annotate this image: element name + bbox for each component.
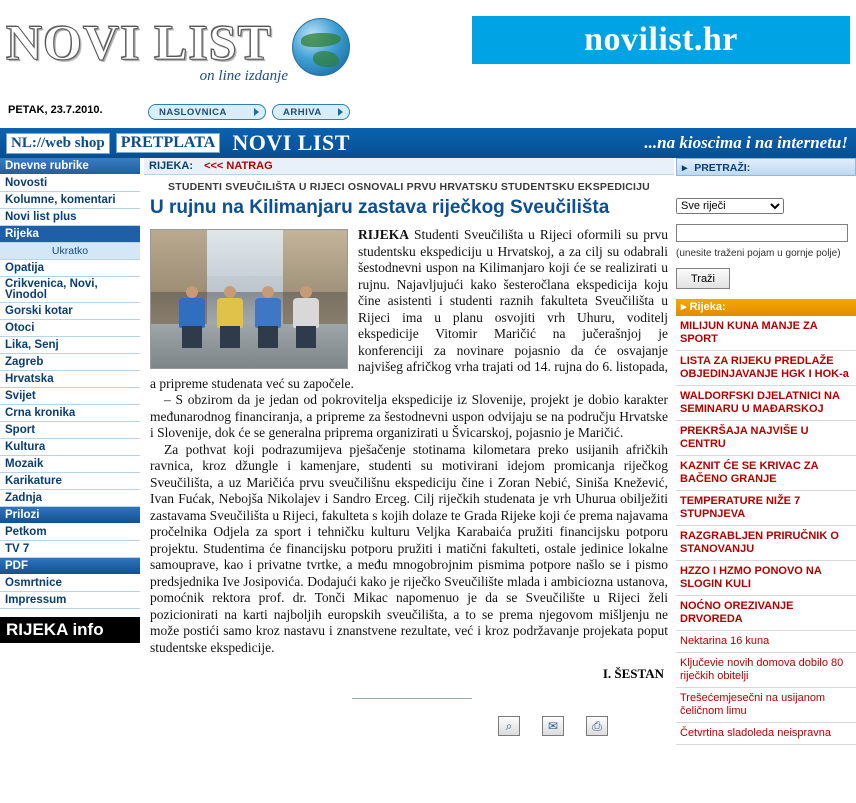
list-item[interactable]: PREKRŠAJA NAJVIŠE U CENTRU (676, 421, 856, 456)
promo-bar (0, 128, 856, 158)
sidebar-item-rijeka[interactable]: Rijeka (0, 226, 140, 243)
list-item[interactable]: LISTA ZA RIJEKU PREDLAŽE OBJEDINJAVANJE HGK I HOK-a (676, 351, 856, 386)
sidebar-item-svijet[interactable]: Svijet (0, 388, 140, 405)
list-item[interactable]: RAZGRABLJEN PRIRUČNIK O STANOVANJU (676, 526, 856, 561)
promo-slogan: ...na kioscima i na internetu! (644, 133, 848, 152)
pretplata-button[interactable]: PRETPLATA (116, 133, 221, 153)
current-date: PETAK, 23.7.2010. (8, 104, 103, 116)
sidebar-item-gorski-kotar[interactable]: Gorski kotar (0, 303, 140, 320)
list-item[interactable]: MILIJUN KUNA MANJE ZA SPORT (676, 316, 856, 351)
rijeka-info-banner[interactable]: RIJEKA info (0, 617, 140, 643)
sidebar (0, 158, 140, 803)
sidebar-item-osmrtnice[interactable]: Osmrtnice (0, 575, 140, 592)
chevron-right-icon (254, 108, 259, 116)
site-url-text: novilist.hr (584, 21, 738, 58)
rijeka-box-label: Rijeka: (689, 301, 726, 313)
search-input[interactable] (676, 224, 848, 242)
sidebar-item-kolumne[interactable]: Kolumne, komentari (0, 192, 140, 209)
chevron-right-icon: ▸ (681, 301, 687, 313)
back-link[interactable]: <<< NATRAG (204, 160, 273, 172)
list-item[interactable]: Četvrtina sladoleda neispravna (676, 723, 856, 745)
webshop-button[interactable]: NL://web shop (6, 133, 110, 154)
site-header (0, 0, 856, 118)
article-tools (144, 704, 674, 744)
list-item[interactable]: Ključevie novih domova dobilo 80 riječkih obitelji (676, 653, 856, 688)
site-logo[interactable] (6, 14, 296, 84)
sidebar-item-impressum[interactable]: Impressum (0, 592, 140, 609)
article-paragraph: – S obzirom da je jedan od pokrovitelja ekspedicije iz Slovenije, projekt je dobio karakter međunarodnog financiranja, a pripreme za šestodnevni uspon odvijaju se na području Hrvatske i Slovenije, dok će se generalna priprema organizirati u Švicarskoj, pojasnio je Maričić. (150, 392, 668, 440)
article-byline: I. ŠESTAN (602, 666, 664, 681)
sidebar-item-otoci[interactable]: Otoci (0, 320, 140, 337)
photo-person (217, 286, 243, 348)
photo-person (255, 286, 281, 348)
sidebar-item-hrvatska[interactable]: Hrvatska (0, 371, 140, 388)
search-header-label: PRETRAŽI: (694, 162, 751, 174)
sidebar-item-crna-kronika[interactable]: Crna kronika (0, 405, 140, 422)
photo-person (179, 286, 205, 348)
sidebar-subitem-ukratko[interactable]: Ukratko (0, 243, 140, 260)
sidebar-item-crikvenica[interactable]: Crikvenica, Novi, Vinodol (0, 277, 140, 303)
sidebar-item-karikature[interactable]: Karikature (0, 473, 140, 490)
sidebar-item-novosti[interactable]: Novosti (0, 175, 140, 192)
search-button[interactable]: Traži (676, 268, 730, 289)
list-item[interactable]: Nektarina 16 kuna (676, 631, 856, 653)
globe-icon (292, 18, 350, 76)
sidebar-item-petkom[interactable]: Petkom (0, 524, 140, 541)
list-item[interactable]: TEMPERATURE NIŽE 7 STUPNJEVA (676, 491, 856, 526)
sidebar-section-pdf[interactable]: PDF (0, 558, 140, 575)
list-item[interactable]: KAZNIT ĆE SE KRIVAC ZA BAČENO GRANJE (676, 456, 856, 491)
sidebar-item-zadnja[interactable]: Zadnja (0, 490, 140, 507)
nav-naslovnica-label: NASLOVNICA (159, 106, 227, 118)
article-column (144, 158, 674, 803)
article-kicker: STUDENTI SVEUČILIŠTA U RIJECI OSNOVALI PRVU HRVATSKU STUDENTSKU EKSPEDICIJU (168, 181, 650, 193)
breadcrumb-section: RIJEKA: (149, 160, 194, 172)
sidebar-item-sport[interactable]: Sport (0, 422, 140, 439)
sidebar-item-zagreb[interactable]: Zagreb (0, 354, 140, 371)
search-scope-select[interactable] (676, 198, 784, 214)
sidebar-item-opatija[interactable]: Opatija (0, 260, 140, 277)
comment-icon[interactable]: ⌕ (498, 716, 520, 736)
chevron-right-icon: ▸ (682, 162, 688, 174)
site-url-banner[interactable] (472, 16, 850, 64)
body-area (0, 158, 856, 803)
chevron-right-icon (338, 108, 343, 116)
promo-title: NOVI LIST (232, 130, 350, 155)
email-icon[interactable]: ✉ (542, 716, 564, 736)
sidebar-item-kultura[interactable]: Kultura (0, 439, 140, 456)
logo-subtitle: on line izdanje (199, 68, 288, 84)
print-icon[interactable]: ⎙ (586, 716, 608, 736)
rijeka-box-header (676, 299, 856, 316)
breadcrumb (144, 158, 674, 175)
article-paragraph: RIJEKA Studenti Sveučilišta u Rijeci oformili su prvu studentsku ekspediciju u Hrvatskoj, a za cilj su odabrali šestodnevni uspon na Kilimanjaro koji će se realizirati u rujnu. Najavljujući kako šesteročlana ekspedicija koju čine asistenti i studenti raznih fakulteta Sveučilišta u Rijeci ima u planu osvojiti vrh Uhuru, voditelj ekspedicije Vitomir Maričić na jučerašnjoj je konferenciji za novinare pojasnio da će osvajanje najvišeg afričkog vrha trajati od 14. rujna do 6. listopada, a pripreme studenata već su započele. (150, 227, 668, 391)
sidebar-item-lika-senj[interactable]: Lika, Senj (0, 337, 140, 354)
nav-arhiva-label: ARHIVA (283, 106, 322, 118)
list-item[interactable]: WALDORFSKI DJELATNICI NA SEMINARU U MAĐARSKOJ (676, 386, 856, 421)
search-hint: (unesite traženi pojam u gornje polje) (676, 248, 841, 259)
logo-text: NOVI LIST (6, 14, 273, 70)
list-item[interactable]: HZZO I HZMO PONOVO NA SLOGIN KULI (676, 561, 856, 596)
sidebar-item-tv7[interactable]: TV 7 (0, 541, 140, 558)
list-item[interactable]: NOĆNO OREZIVANJE DRVOREDA (676, 596, 856, 631)
article-headline: U rujnu na Kilimanjaru zastava riječkog Sveučilišta (150, 197, 610, 218)
rijeka-news-list (676, 316, 856, 745)
article-paragraph: Za pothvat koji podrazumijeva pješačenje stotinama kilometara preko usijanih afričkih ravnica, kroz džungle i kamenjare, studenti su motivirani idejom promicanja riječkog Sveučilišta, a uz Maričića prvu sveučilišnu ekspediciju čine i Zoran Nebić, Siniša Knežević, Ivan Fućak, Nebojša Nikolajev i Sandro Erceg. Cilj riječkih studenata je vrh Uhurua obilježiti zastavama Sveučilišta u Rijeci, fakulteta s kojih dolaze te Grada Rijeke koji će prema najavama pročelnika Odjela za sport i tehničku kulturu Veljka Karabaića pružiti financijsku potporu projektu. Studentima će financijsku potporu pružiti i matični fakulteti, ostale jedinice lokalne samouprave, kao i privatne tvrtke, a među mnogobrojnim pismima potpore našlo se i pismo predsjednika Ive Josipovića. Dodajući kako je riječko Sveučilište mlada i ambiciozna ustanova, pomoćnik rektora prof. dr. Tonči Mikac napomenuo je da se Sveučilište u Rijeci želi pozicionirati na karti najboljih europskih sveučilišta, a to se prema njegovom mišljenju ne može postići samo kroz nastavu i znanstvene rezultate, već i kroz podržavanje projekata poput studentske ekspedicije. (150, 441, 668, 655)
article-photo (150, 229, 348, 369)
sidebar-item-novi-list-plus[interactable]: Novi list plus (0, 209, 140, 226)
nav-naslovnica[interactable] (148, 104, 266, 120)
photo-person (293, 286, 319, 348)
right-column (676, 158, 856, 803)
nav-arhiva[interactable] (272, 104, 350, 120)
sidebar-header: Dnevne rubrike (0, 158, 140, 175)
sidebar-item-mozaik[interactable]: Mozaik (0, 456, 140, 473)
list-item[interactable]: Trešećemjesečni na usijanom čeličnom limu (676, 688, 856, 723)
divider (352, 698, 472, 699)
sidebar-section-prilozi[interactable]: Prilozi (0, 507, 140, 524)
search-header (676, 158, 856, 176)
